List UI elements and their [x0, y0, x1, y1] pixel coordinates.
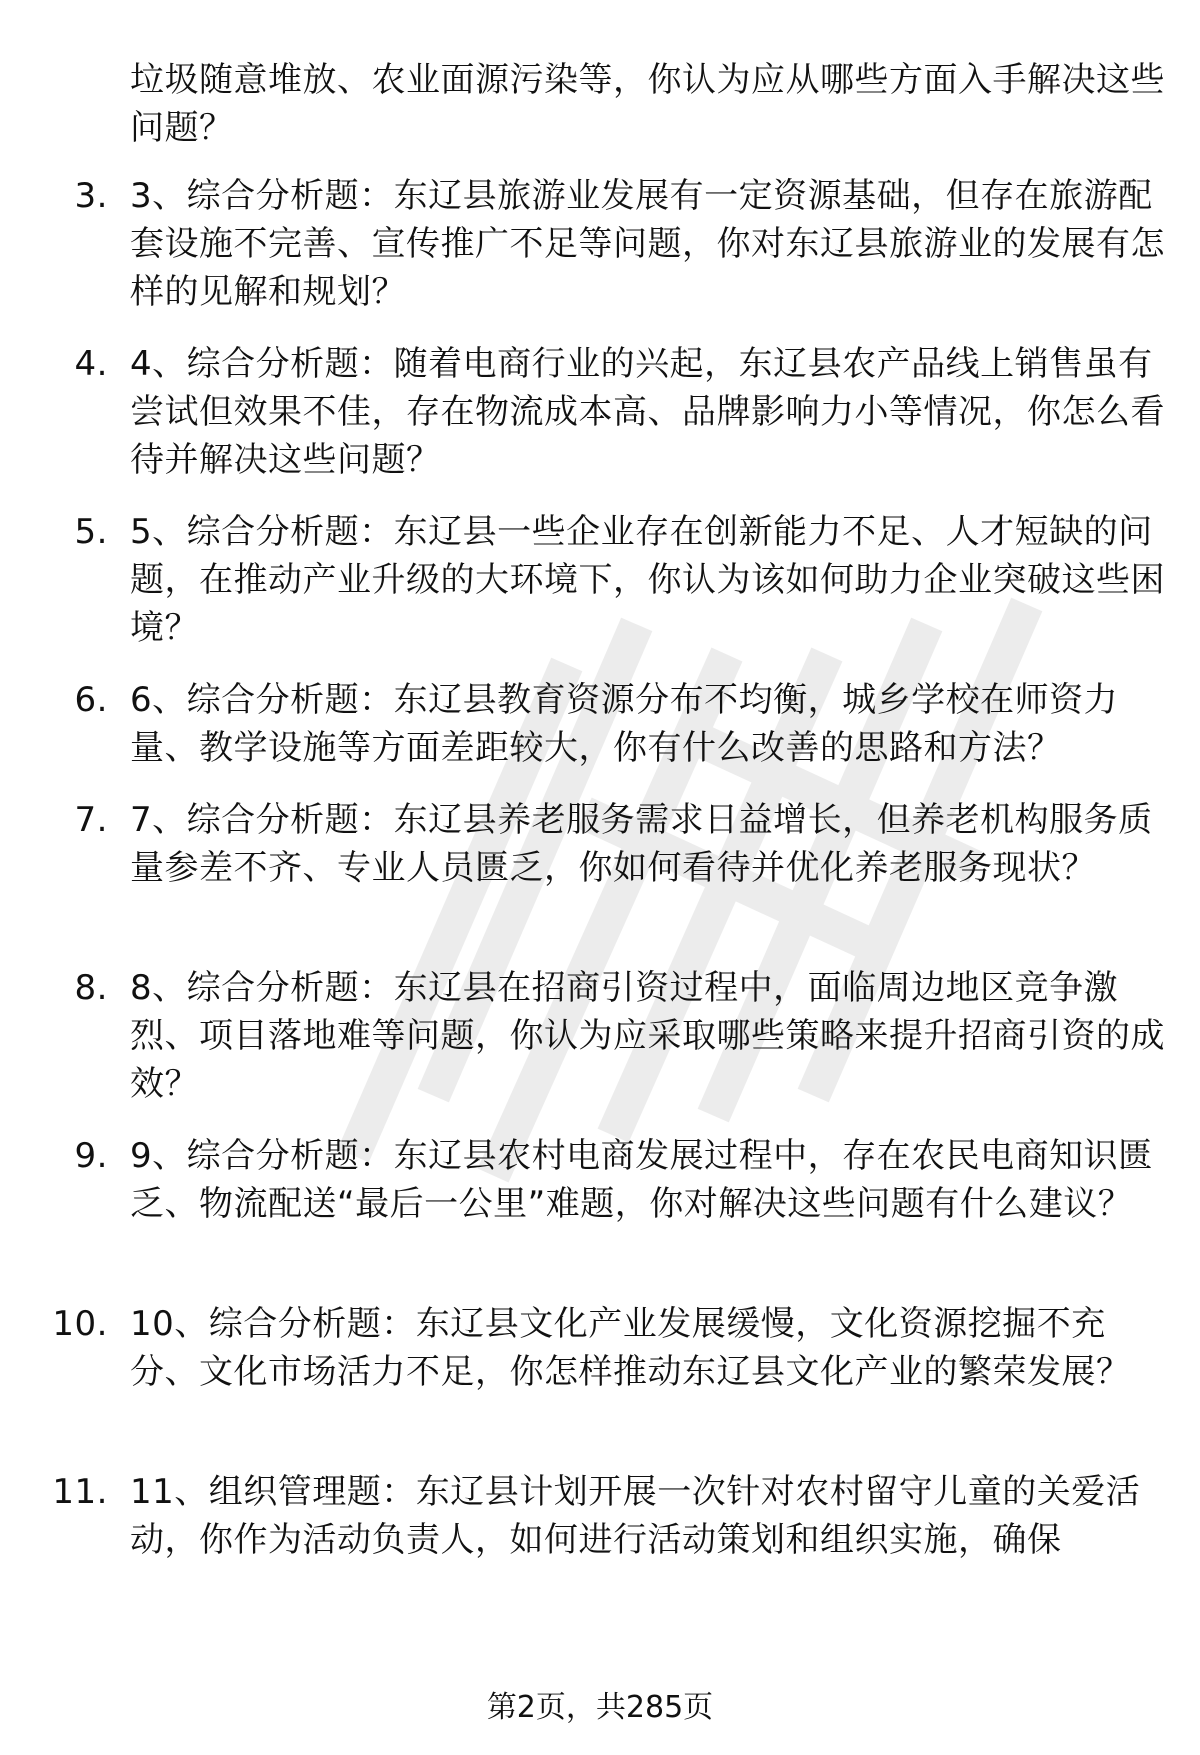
question-text: 8、综合分析题：东辽县在招商引资过程中，面临周边地区竞争激烈、项目落地难等问题，你认为应采取哪些策略来提升招商引资的成效？ — [130, 968, 1165, 1104]
list-number: 11. — [52, 1472, 108, 1512]
list-number: 7. — [74, 800, 108, 840]
question-text: 5、综合分析题：东辽县一些企业存在创新能力不足、人才短缺的问题，在推动产业升级的大环境下，你认为该如何助力企业突破这些困境？ — [130, 512, 1165, 648]
question-text: 10、综合分析题：东辽县文化产业发展缓慢，文化资源挖掘不充分、文化市场活力不足，你怎样推动东辽县文化产业的繁荣发展？ — [130, 1304, 1131, 1392]
question-text: 3、综合分析题：东辽县旅游业发展有一定资源基础，但存在旅游配套设施不完善、宣传推广不足等问题，你对东辽县旅游业的发展有怎样的见解和规划？ — [130, 176, 1165, 312]
list-number: 5. — [74, 512, 108, 552]
question-text: 11、组织管理题：东辽县计划开展一次针对农村留守儿童的关爱活动，你作为活动负责人，如何进行活动策划和组织实施，确保 — [130, 1472, 1141, 1560]
list-number: 6. — [74, 680, 108, 720]
continuation-text: 垃圾随意堆放、农业面源污染等，你认为应从哪些方面入手解决这些问题？ — [130, 60, 1165, 148]
list-number: 10. — [52, 1304, 108, 1344]
question-text: 9、综合分析题：东辽县农村电商发展过程中，存在农民电商知识匮乏、物流配送“最后一公里”难题，你对解决这些问题有什么建议？ — [130, 1136, 1153, 1224]
list-number: 9. — [74, 1136, 108, 1176]
list-number: 3. — [74, 176, 108, 216]
question-text: 4、综合分析题：随着电商行业的兴起，东辽县农产品线上销售虽有尝试但效果不佳，存在物流成本高、品牌影响力小等情况，你怎么看待并解决这些问题？ — [130, 344, 1165, 480]
page-footer: 第2页，共285页 — [486, 1690, 714, 1725]
question-text: 7、综合分析题：东辽县养老服务需求日益增长，但养老机构服务质量参差不齐、专业人员匮乏，你如何看待并优化养老服务现状？ — [130, 800, 1153, 888]
list-number: 4. — [74, 344, 108, 384]
question-text: 6、综合分析题：东辽县教育资源分布不均衡，城乡学校在师资力量、教学设施等方面差距较大，你有什么改善的思路和方法？ — [130, 680, 1119, 768]
list-number: 8. — [74, 968, 108, 1008]
